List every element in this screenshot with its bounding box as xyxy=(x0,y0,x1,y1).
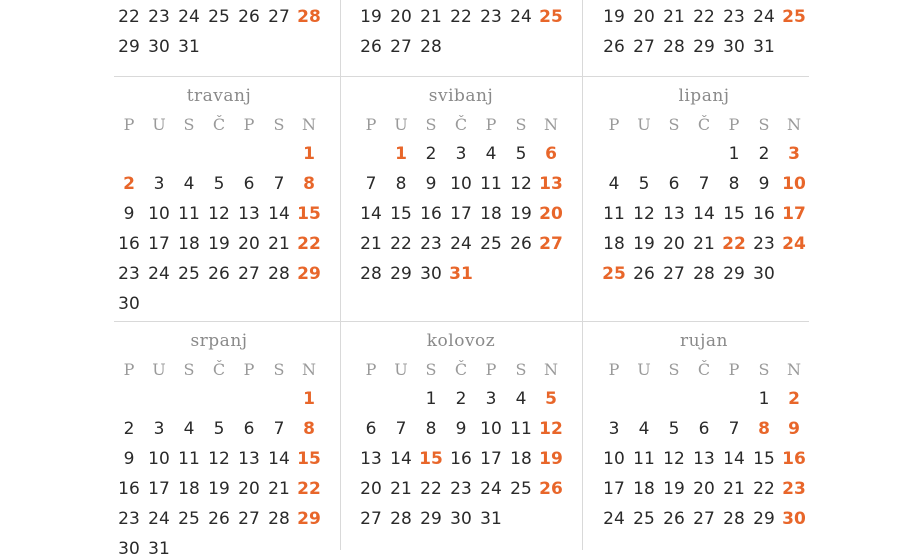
weekday-label: P xyxy=(728,115,740,134)
day-cell: 4 xyxy=(485,144,497,164)
day-cell: 27 xyxy=(539,234,563,254)
day-cell: 6 xyxy=(365,419,377,439)
day-cell: 24 xyxy=(510,7,532,27)
day-cell: 3 xyxy=(485,389,497,409)
day-cell: 15 xyxy=(390,204,412,224)
weekday-label: N xyxy=(302,115,316,134)
weekday-label: S xyxy=(273,115,285,134)
day-cell: 12 xyxy=(663,449,685,469)
day-cell: 16 xyxy=(782,449,806,469)
day-cell: 2 xyxy=(123,174,135,194)
weekday-label: P xyxy=(243,360,255,379)
day-cell: 20 xyxy=(360,479,382,499)
day-cell: 5 xyxy=(213,419,225,439)
day-cell: 8 xyxy=(758,419,770,439)
day-cell: 12 xyxy=(539,419,563,439)
day-cell: 25 xyxy=(178,264,200,284)
weekday-label: S xyxy=(425,115,437,134)
day-cell: 5 xyxy=(545,389,557,409)
day-cell: 21 xyxy=(723,479,745,499)
day-cell: 31 xyxy=(449,264,473,284)
weekday-label: S xyxy=(668,360,680,379)
day-cell: 28 xyxy=(268,509,290,529)
day-cell: 22 xyxy=(420,479,442,499)
weekday-label: P xyxy=(608,115,620,134)
day-cell: 19 xyxy=(633,234,655,254)
day-cell: 19 xyxy=(539,449,563,469)
day-cell: 25 xyxy=(510,479,532,499)
day-cell: 21 xyxy=(693,234,715,254)
day-cell: 19 xyxy=(208,234,230,254)
weekday-label: N xyxy=(787,360,801,379)
weekday-label: S xyxy=(273,360,285,379)
day-cell: 23 xyxy=(782,479,806,499)
day-cell: 8 xyxy=(303,419,315,439)
day-cell: 12 xyxy=(510,174,532,194)
day-cell: 14 xyxy=(390,449,412,469)
day-cell: 23 xyxy=(118,264,140,284)
weekday-label: P xyxy=(728,360,740,379)
weekday-label: P xyxy=(485,115,497,134)
day-cell: 19 xyxy=(663,479,685,499)
day-cell: 30 xyxy=(118,294,140,314)
month-title: rujan xyxy=(680,331,728,351)
day-cell: 28 xyxy=(297,7,321,27)
day-cell: 6 xyxy=(668,174,680,194)
day-cell: 29 xyxy=(118,37,140,57)
weekday-label: Č xyxy=(697,360,711,379)
day-cell: 21 xyxy=(268,234,290,254)
day-cell: 4 xyxy=(608,174,620,194)
day-cell: 22 xyxy=(390,234,412,254)
day-cell: 8 xyxy=(395,174,407,194)
weekday-label: S xyxy=(758,360,770,379)
day-cell: 4 xyxy=(638,419,650,439)
day-cell: 9 xyxy=(425,174,437,194)
day-cell: 22 xyxy=(297,479,321,499)
day-cell: 28 xyxy=(360,264,382,284)
day-cell: 27 xyxy=(238,264,260,284)
weekday-label: N xyxy=(544,360,558,379)
day-cell: 22 xyxy=(693,7,715,27)
day-cell: 22 xyxy=(297,234,321,254)
weekday-label: S xyxy=(183,115,195,134)
day-cell: 13 xyxy=(693,449,715,469)
weekday-label: S xyxy=(668,115,680,134)
day-cell: 25 xyxy=(480,234,502,254)
day-cell: 1 xyxy=(303,389,315,409)
month-title: lipanj xyxy=(678,86,730,106)
day-cell: 27 xyxy=(390,37,412,57)
weekday-label: P xyxy=(485,360,497,379)
day-cell: 25 xyxy=(208,7,230,27)
day-cell: 21 xyxy=(360,234,382,254)
day-cell: 23 xyxy=(480,7,502,27)
day-cell: 26 xyxy=(633,264,655,284)
day-cell: 27 xyxy=(238,509,260,529)
row-divider xyxy=(114,76,809,77)
day-cell: 2 xyxy=(425,144,437,164)
day-cell: 10 xyxy=(450,174,472,194)
day-cell: 7 xyxy=(698,174,710,194)
day-cell: 10 xyxy=(480,419,502,439)
day-cell: 4 xyxy=(183,419,195,439)
weekday-label: P xyxy=(123,360,135,379)
day-cell: 7 xyxy=(365,174,377,194)
day-cell: 3 xyxy=(153,174,165,194)
day-cell: 11 xyxy=(603,204,625,224)
day-cell: 23 xyxy=(723,7,745,27)
day-cell: 3 xyxy=(608,419,620,439)
day-cell: 30 xyxy=(753,264,775,284)
day-cell: 21 xyxy=(420,7,442,27)
day-cell: 9 xyxy=(758,174,770,194)
day-cell: 31 xyxy=(753,37,775,57)
day-cell: 20 xyxy=(238,234,260,254)
day-cell: 12 xyxy=(208,449,230,469)
weekday-label: N xyxy=(302,360,316,379)
day-cell: 16 xyxy=(118,234,140,254)
day-cell: 19 xyxy=(208,479,230,499)
day-cell: 29 xyxy=(753,509,775,529)
day-cell: 14 xyxy=(360,204,382,224)
day-cell: 26 xyxy=(360,37,382,57)
day-cell: 1 xyxy=(728,144,740,164)
day-cell: 23 xyxy=(420,234,442,254)
day-cell: 15 xyxy=(753,449,775,469)
day-cell: 9 xyxy=(123,204,135,224)
day-cell: 10 xyxy=(148,204,170,224)
day-cell: 18 xyxy=(178,234,200,254)
day-cell: 17 xyxy=(782,204,806,224)
day-cell: 12 xyxy=(208,204,230,224)
day-cell: 10 xyxy=(782,174,806,194)
weekday-label: Č xyxy=(212,360,226,379)
day-cell: 27 xyxy=(663,264,685,284)
day-cell: 23 xyxy=(148,7,170,27)
day-cell: 11 xyxy=(480,174,502,194)
month-title: kolovoz xyxy=(426,331,496,351)
day-cell: 25 xyxy=(782,7,806,27)
day-cell: 17 xyxy=(603,479,625,499)
day-cell: 16 xyxy=(118,479,140,499)
day-cell: 19 xyxy=(360,7,382,27)
day-cell: 1 xyxy=(395,144,407,164)
weekday-label: U xyxy=(637,360,651,379)
day-cell: 27 xyxy=(693,509,715,529)
day-cell: 17 xyxy=(450,204,472,224)
day-cell: 27 xyxy=(268,7,290,27)
day-cell: 9 xyxy=(455,419,467,439)
day-cell: 21 xyxy=(663,7,685,27)
day-cell: 16 xyxy=(450,449,472,469)
day-cell: 30 xyxy=(118,539,140,559)
weekday-label: N xyxy=(787,115,801,134)
day-cell: 14 xyxy=(268,449,290,469)
day-cell: 18 xyxy=(633,479,655,499)
day-cell: 26 xyxy=(208,509,230,529)
day-cell: 15 xyxy=(297,204,321,224)
day-cell: 29 xyxy=(297,264,321,284)
day-cell: 28 xyxy=(693,264,715,284)
weekday-label: U xyxy=(394,115,408,134)
month-title: srpanj xyxy=(190,331,248,351)
day-cell: 8 xyxy=(425,419,437,439)
day-cell: 13 xyxy=(238,204,260,224)
day-cell: 30 xyxy=(148,37,170,57)
day-cell: 8 xyxy=(303,174,315,194)
day-cell: 2 xyxy=(758,144,770,164)
weekday-label: Č xyxy=(697,115,711,134)
day-cell: 29 xyxy=(390,264,412,284)
day-cell: 22 xyxy=(722,234,746,254)
day-cell: 24 xyxy=(480,479,502,499)
weekday-label: P xyxy=(123,115,135,134)
day-cell: 8 xyxy=(728,174,740,194)
day-cell: 11 xyxy=(510,419,532,439)
day-cell: 26 xyxy=(208,264,230,284)
day-cell: 6 xyxy=(698,419,710,439)
day-cell: 16 xyxy=(420,204,442,224)
column-divider xyxy=(582,0,583,550)
day-cell: 30 xyxy=(782,509,806,529)
day-cell: 5 xyxy=(668,419,680,439)
day-cell: 18 xyxy=(178,479,200,499)
day-cell: 17 xyxy=(148,234,170,254)
day-cell: 15 xyxy=(419,449,443,469)
weekday-label: S xyxy=(183,360,195,379)
day-cell: 15 xyxy=(297,449,321,469)
day-cell: 24 xyxy=(178,7,200,27)
day-cell: 17 xyxy=(480,449,502,469)
day-cell: 28 xyxy=(268,264,290,284)
day-cell: 12 xyxy=(633,204,655,224)
weekday-label: P xyxy=(365,115,377,134)
day-cell: 28 xyxy=(723,509,745,529)
day-cell: 3 xyxy=(455,144,467,164)
day-cell: 10 xyxy=(603,449,625,469)
day-cell: 20 xyxy=(539,204,563,224)
day-cell: 11 xyxy=(178,204,200,224)
day-cell: 26 xyxy=(663,509,685,529)
weekday-label: Č xyxy=(454,360,468,379)
weekday-label: P xyxy=(365,360,377,379)
day-cell: 27 xyxy=(633,37,655,57)
day-cell: 1 xyxy=(425,389,437,409)
day-cell: 30 xyxy=(420,264,442,284)
day-cell: 6 xyxy=(243,419,255,439)
day-cell: 7 xyxy=(273,174,285,194)
day-cell: 10 xyxy=(148,449,170,469)
day-cell: 18 xyxy=(480,204,502,224)
weekday-label: U xyxy=(394,360,408,379)
day-cell: 3 xyxy=(788,144,800,164)
day-cell: 7 xyxy=(395,419,407,439)
day-cell: 23 xyxy=(118,509,140,529)
day-cell: 17 xyxy=(148,479,170,499)
day-cell: 31 xyxy=(178,37,200,57)
day-cell: 4 xyxy=(183,174,195,194)
day-cell: 14 xyxy=(723,449,745,469)
day-cell: 22 xyxy=(753,479,775,499)
day-cell: 30 xyxy=(450,509,472,529)
day-cell: 20 xyxy=(238,479,260,499)
weekday-label: P xyxy=(608,360,620,379)
day-cell: 2 xyxy=(788,389,800,409)
weekday-label: N xyxy=(544,115,558,134)
day-cell: 2 xyxy=(455,389,467,409)
weekday-label: U xyxy=(152,360,166,379)
month-title: travanj xyxy=(186,86,252,106)
day-cell: 1 xyxy=(758,389,770,409)
day-cell: 24 xyxy=(753,7,775,27)
day-cell: 20 xyxy=(390,7,412,27)
day-cell: 24 xyxy=(782,234,806,254)
day-cell: 29 xyxy=(297,509,321,529)
day-cell: 13 xyxy=(238,449,260,469)
day-cell: 13 xyxy=(360,449,382,469)
column-divider xyxy=(340,0,341,550)
day-cell: 24 xyxy=(450,234,472,254)
day-cell: 21 xyxy=(390,479,412,499)
day-cell: 29 xyxy=(420,509,442,529)
weekday-label: S xyxy=(758,115,770,134)
day-cell: 28 xyxy=(663,37,685,57)
day-cell: 3 xyxy=(153,419,165,439)
day-cell: 5 xyxy=(515,144,527,164)
day-cell: 21 xyxy=(268,479,290,499)
day-cell: 26 xyxy=(539,479,563,499)
row-divider xyxy=(114,321,809,322)
day-cell: 25 xyxy=(602,264,626,284)
day-cell: 28 xyxy=(390,509,412,529)
day-cell: 15 xyxy=(723,204,745,224)
day-cell: 9 xyxy=(788,419,800,439)
day-cell: 22 xyxy=(450,7,472,27)
day-cell: 11 xyxy=(633,449,655,469)
day-cell: 7 xyxy=(273,419,285,439)
day-cell: 13 xyxy=(663,204,685,224)
day-cell: 31 xyxy=(148,539,170,559)
weekday-label: S xyxy=(425,360,437,379)
day-cell: 25 xyxy=(539,7,563,27)
day-cell: 14 xyxy=(268,204,290,224)
day-cell: 25 xyxy=(178,509,200,529)
day-cell: 23 xyxy=(450,479,472,499)
weekday-label: Č xyxy=(454,115,468,134)
day-cell: 26 xyxy=(510,234,532,254)
day-cell: 26 xyxy=(238,7,260,27)
month-title: svibanj xyxy=(428,86,494,106)
day-cell: 19 xyxy=(603,7,625,27)
day-cell: 4 xyxy=(515,389,527,409)
day-cell: 13 xyxy=(539,174,563,194)
weekday-label: S xyxy=(515,360,527,379)
day-cell: 6 xyxy=(545,144,557,164)
weekday-label: Č xyxy=(212,115,226,134)
day-cell: 24 xyxy=(148,509,170,529)
weekday-label: U xyxy=(637,115,651,134)
day-cell: 6 xyxy=(243,174,255,194)
weekday-label: S xyxy=(515,115,527,134)
day-cell: 27 xyxy=(360,509,382,529)
day-cell: 11 xyxy=(178,449,200,469)
day-cell: 31 xyxy=(480,509,502,529)
weekday-label: U xyxy=(152,115,166,134)
day-cell: 7 xyxy=(728,419,740,439)
day-cell: 19 xyxy=(510,204,532,224)
day-cell: 18 xyxy=(510,449,532,469)
day-cell: 20 xyxy=(693,479,715,499)
day-cell: 20 xyxy=(633,7,655,27)
day-cell: 16 xyxy=(753,204,775,224)
day-cell: 14 xyxy=(693,204,715,224)
weekday-label: P xyxy=(243,115,255,134)
day-cell: 18 xyxy=(603,234,625,254)
day-cell: 1 xyxy=(303,144,315,164)
day-cell: 9 xyxy=(123,449,135,469)
day-cell: 26 xyxy=(603,37,625,57)
day-cell: 23 xyxy=(753,234,775,254)
day-cell: 30 xyxy=(723,37,745,57)
day-cell: 24 xyxy=(148,264,170,284)
day-cell: 29 xyxy=(723,264,745,284)
day-cell: 5 xyxy=(638,174,650,194)
day-cell: 29 xyxy=(693,37,715,57)
day-cell: 20 xyxy=(663,234,685,254)
day-cell: 2 xyxy=(123,419,135,439)
day-cell: 24 xyxy=(603,509,625,529)
day-cell: 25 xyxy=(633,509,655,529)
day-cell: 5 xyxy=(213,174,225,194)
day-cell: 22 xyxy=(118,7,140,27)
day-cell: 28 xyxy=(420,37,442,57)
